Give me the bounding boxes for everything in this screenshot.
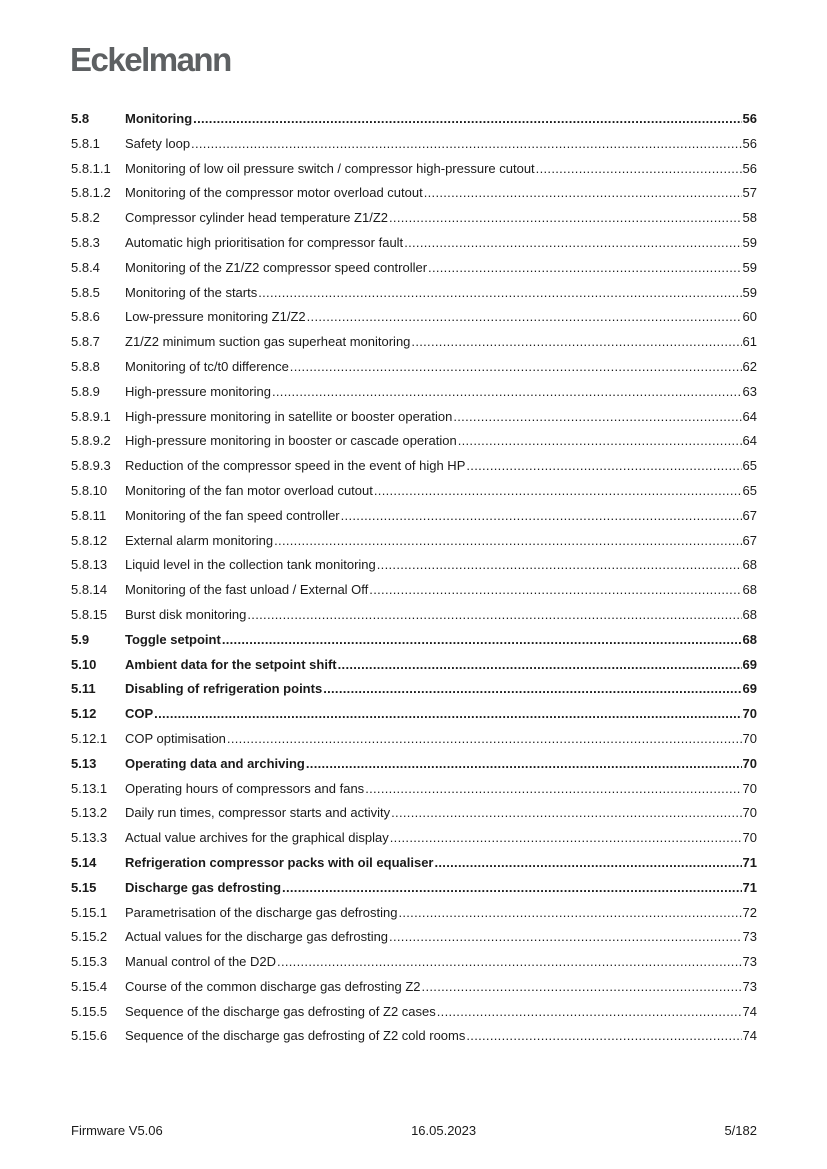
toc-entry-number: 5.9 [71,631,90,647]
toc-dot-leader [398,901,741,926]
toc-entry-title: Low-pressure monitoring Z1/Z2 [125,309,306,325]
toc-entry-page: 70 [742,755,757,771]
toc-entry[interactable] [71,950,757,975]
toc-entry[interactable] [71,529,757,554]
toc-entry-page: 69 [742,681,757,697]
toc-dot-leader [277,950,742,975]
toc-dot-leader [282,876,741,901]
toc-entry-number: 5.15.5 [71,1003,108,1019]
toc-entry-title: Liquid level in the collection tank monitoring [125,557,376,573]
toc-dot-leader [272,380,742,405]
toc-dot-leader [437,1000,742,1025]
toc-entry-page: 73 [742,978,757,994]
toc-dot-leader [247,603,741,628]
toc-entry-number: 5.8.15 [71,606,108,622]
toc-entry-page: 74 [742,1028,757,1044]
toc-dot-leader [391,801,741,826]
toc-entry-title: Monitoring of tc/t0 difference [125,358,289,374]
toc-dot-leader [369,578,741,603]
toc-dot-leader [434,851,741,876]
toc-entry-page: 69 [742,656,757,672]
toc-dot-leader [458,429,742,454]
toc-dot-leader [466,454,741,479]
toc-entry[interactable] [71,281,757,306]
toc-entry-title: Sequence of the discharge gas defrosting of Z2 cases [125,1003,436,1019]
toc-entry[interactable] [71,603,757,628]
toc-entry-page: 74 [742,1003,757,1019]
toc-entry[interactable] [71,727,757,752]
toc-dot-leader [227,727,742,752]
toc-entry-number: 5.8.9.2 [71,433,111,449]
toc-entry-title: Monitoring of the compressor motor overload cutout [125,185,423,201]
toc-entry[interactable] [71,1024,757,1049]
toc-entry[interactable] [71,380,757,405]
toc-entry-page: 56 [742,160,757,176]
toc-entry-title: Compressor cylinder head temperature Z1/Z2 [125,210,389,226]
toc-entry-page: 67 [742,507,757,523]
toc-entry[interactable] [71,504,757,529]
toc-entry-number: 5.15.3 [71,954,108,970]
toc-entry-number: 5.15.2 [71,929,108,945]
toc-entry-page: 73 [742,929,757,945]
toc-entry-number: 5.15.6 [71,1028,108,1044]
company-logo: Eckelmann [70,41,231,78]
toc-entry[interactable] [71,752,757,777]
toc-entry-page: 70 [742,830,757,846]
toc-entry-number: 5.8.9.1 [71,408,111,424]
toc-entry-number: 5.13.1 [71,780,108,796]
toc-entry-number: 5.13.2 [71,805,108,821]
toc-entry-page: 60 [742,309,757,325]
toc-entry-number: 5.8.6 [71,309,100,325]
document-date: 16.05.2023 [411,1123,477,1138]
toc-entry-page: 73 [742,954,757,970]
toc-entry-title: Discharge gas defrosting [125,879,282,895]
toc-dot-leader [390,826,742,851]
toc-entry[interactable] [71,256,757,281]
toc-entry[interactable] [71,901,757,926]
toc-entry-number: 5.8.8 [71,358,100,374]
toc-entry[interactable] [71,677,757,702]
toc-entry-number: 5.13 [71,755,97,771]
toc-dot-leader [404,231,741,256]
toc-entry-page: 70 [742,805,757,821]
toc-entry-page: 70 [742,730,757,746]
toc-entry[interactable] [71,181,757,206]
toc-entry-number: 5.8.4 [71,259,100,275]
toc-dot-leader [536,157,742,182]
toc-entry-page: 68 [742,606,757,622]
toc-entry-page: 64 [742,408,757,424]
toc-entry-page: 67 [742,532,757,548]
toc-entry-page: 59 [742,234,757,250]
toc-entry-page: 59 [742,284,757,300]
toc-entry-page: 57 [742,185,757,201]
toc-entry-page: 72 [742,904,757,920]
toc-entry[interactable] [71,479,757,504]
toc-entry-number: 5.8.9 [71,383,100,399]
toc-entry-title: Parametrisation of the discharge gas defrosting [125,904,398,920]
toc-entry-number: 5.8.9.3 [71,458,111,474]
toc-dot-leader [154,702,741,727]
toc-entry-number: 5.8.5 [71,284,100,300]
toc-entry-title: Manual control of the D2D [125,954,277,970]
toc-dot-leader [424,181,742,206]
toc-entry[interactable] [71,702,757,727]
toc-entry-title: Ambient data for the setpoint shift [125,656,337,672]
toc-entry[interactable] [71,653,757,678]
toc-entry-page: 63 [742,383,757,399]
toc-entry[interactable] [71,777,757,802]
toc-entry-title: COP [125,706,154,722]
toc-dot-leader [341,504,742,529]
toc-entry[interactable] [71,429,757,454]
toc-dot-leader [411,330,741,355]
toc-entry-title: Sequence of the discharge gas defrosting of Z2 cold rooms [125,1028,466,1044]
toc-dot-leader [307,305,742,330]
toc-entry-title: Monitoring of the starts [125,284,258,300]
toc-entry[interactable] [71,305,757,330]
toc-entry-number: 5.12.1 [71,730,108,746]
toc-dot-leader [389,925,741,950]
toc-entry-page: 68 [742,582,757,598]
toc-entry-number: 5.8.1.2 [71,185,111,201]
table-of-contents [71,107,757,1049]
toc-entry-title: Monitoring of the fan motor overload cutout [125,482,373,498]
toc-dot-leader [389,206,742,231]
toc-entry-number: 5.15.1 [71,904,108,920]
toc-entry-number: 5.8.2 [71,210,100,226]
toc-dot-leader [377,553,742,578]
toc-dot-leader [338,653,742,678]
toc-dot-leader [422,975,742,1000]
toc-entry-page: 62 [742,358,757,374]
toc-entry-title: Automatic high prioritisation for compressor fault [125,234,404,250]
toc-entry[interactable] [71,355,757,380]
toc-entry-page: 70 [742,706,757,722]
toc-dot-leader [222,628,742,653]
toc-entry-number: 5.15.4 [71,978,108,994]
toc-entry-number: 5.8.11 [71,507,107,523]
toc-entry-page: 58 [742,210,757,226]
toc-entry[interactable] [71,628,757,653]
toc-dot-leader [193,107,741,132]
toc-entry-page: 70 [742,780,757,796]
toc-entry-number: 5.12 [71,706,97,722]
toc-entry-number: 5.8.3 [71,234,100,250]
toc-entry[interactable] [71,826,757,851]
toc-entry[interactable] [71,801,757,826]
toc-dot-leader [374,479,742,504]
toc-entry[interactable] [71,330,757,355]
toc-entry-page: 56 [742,111,757,126]
toc-entry-number: 5.15 [71,879,97,895]
toc-entry-page: 68 [742,631,757,647]
toc-entry-title: Toggle setpoint [125,631,221,647]
toc-entry[interactable] [71,157,757,182]
toc-entry[interactable] [71,876,757,901]
toc-entry-title: Actual value archives for the graphical display [125,830,389,846]
toc-entry[interactable] [71,107,757,132]
toc-entry[interactable] [71,1000,757,1025]
toc-entry[interactable] [71,925,757,950]
toc-entry[interactable] [71,975,757,1000]
toc-entry-number: 5.8.1 [71,135,100,151]
toc-dot-leader [365,777,741,802]
toc-entry-title: High-pressure monitoring in booster or cascade operation [125,433,457,449]
toc-entry-page: 71 [742,854,757,870]
toc-entry-title: Z1/Z2 minimum suction gas superheat monitoring [125,334,411,350]
toc-entry-title: Operating data and archiving [125,755,305,771]
toc-entry-title: Reduction of the compressor speed in the event of high HP [125,458,466,474]
page-footer [71,1123,757,1141]
toc-entry-title: Safety loop [125,135,191,151]
toc-entry[interactable] [71,206,757,231]
toc-entry[interactable] [71,132,757,157]
toc-dot-leader [323,677,741,702]
toc-dot-leader [453,405,741,430]
toc-entry-title: Monitoring of the Z1/Z2 compressor speed controller [125,259,428,275]
toc-entry-number: 5.11 [71,681,96,697]
toc-entry-number: 5.14 [71,854,97,870]
toc-entry-page: 68 [742,557,757,573]
toc-dot-leader [290,355,742,380]
toc-dot-leader [466,1024,741,1049]
page-number: 5/182 [724,1123,757,1138]
toc-entry-number: 5.8.13 [71,557,108,573]
toc-entry-title: Monitoring of the fan speed controller [125,507,340,523]
toc-dot-leader [258,281,741,306]
toc-entry-title: High-pressure monitoring [125,383,271,399]
toc-entry-title: Daily run times, compressor starts and activity [125,805,391,821]
toc-entry-number: 5.8.7 [71,334,100,350]
toc-entry-page: 71 [742,879,757,895]
toc-entry[interactable] [71,231,757,256]
toc-dot-leader [428,256,742,281]
firmware-version: Firmware V5.06 [71,1123,163,1138]
toc-entry[interactable] [71,454,757,479]
toc-entry-title: Monitoring of the fast unload / External Off [125,582,369,598]
toc-entry-title: Disabling of refrigeration points [125,681,323,697]
toc-entry-number: 5.8 [71,111,90,126]
toc-entry-title: Course of the common discharge gas defrosting Z2 [125,978,421,994]
toc-entry-number: 5.13.3 [71,830,108,846]
toc-entry-page: 59 [742,259,757,275]
toc-entry-title: Actual values for the discharge gas defrosting [125,929,389,945]
toc-dot-leader [306,752,742,777]
toc-entry-number: 5.8.10 [71,482,108,498]
toc-entry-page: 56 [742,135,757,151]
toc-entry-title: Monitoring of low oil pressure switch / compressor high-pressure cutout [125,160,535,176]
toc-entry-page: 65 [742,482,757,498]
toc-entry-number: 5.8.12 [71,532,108,548]
toc-entry[interactable] [71,405,757,430]
toc-entry-number: 5.8.1.1 [71,160,111,176]
toc-dot-leader [191,132,741,157]
toc-entry-title: Monitoring [125,111,193,126]
toc-entry-page: 65 [742,458,757,474]
toc-entry-title: Refrigeration compressor packs with oil equaliser [125,854,434,870]
toc-dot-leader [274,529,741,554]
toc-entry-title: External alarm monitoring [125,532,274,548]
toc-entry-number: 5.8.14 [71,582,108,598]
toc-entry[interactable] [71,553,757,578]
toc-entry-title: COP optimisation [125,730,226,746]
toc-entry-title: Burst disk monitoring [125,606,247,622]
toc-entry-number: 5.10 [71,656,97,672]
toc-entry-page: 61 [742,334,757,350]
toc-entry[interactable] [71,851,757,876]
toc-entry-page: 64 [742,433,757,449]
toc-entry-title: Operating hours of compressors and fans [125,780,365,796]
toc-entry-title: High-pressure monitoring in satellite or booster operation [125,408,453,424]
toc-entry[interactable] [71,578,757,603]
